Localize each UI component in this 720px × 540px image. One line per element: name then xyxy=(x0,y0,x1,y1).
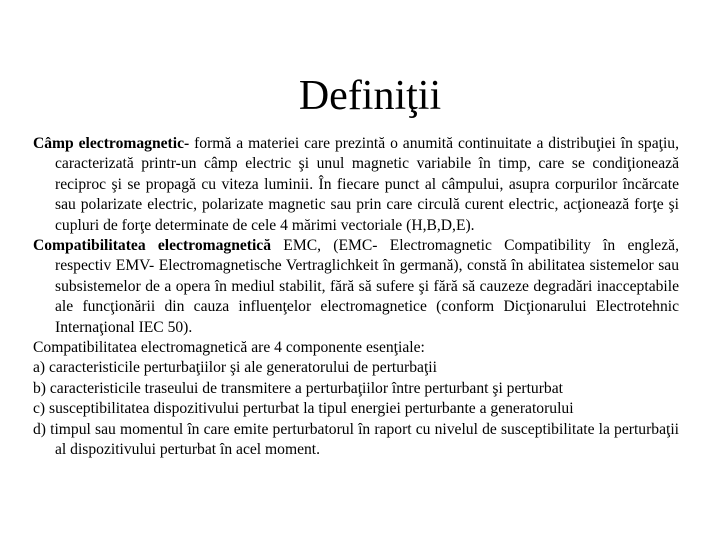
slide-title xyxy=(0,68,720,124)
component-item: b) caracteristicile traseului de transmitere a perturbaţiilor între perturbant şi perturbat xyxy=(33,379,563,397)
definition-emc xyxy=(33,236,679,338)
component-item: c) susceptibilitatea dispozitivului perturbat la tipul energiei perturbante a generatorului xyxy=(33,400,574,418)
component-item: a) caracteristicile perturbaţiilor şi ale generatorului de perturbaţii xyxy=(33,359,437,377)
components-intro: Compatibilitatea electromagnetică are 4 componente esenţiale: xyxy=(33,339,425,357)
definition-text: formă a materiei care prezintă o anumită continuitate a distribuţiei în spaţiu, caracterizată printr-un câmp electric şi unul magnetic variabile în timp, care se condiţionează reciproc şi se propagă cu viteza luminii. În fiecare punct al câmpului, asupra corpurilor încărcate sau polarizate electric, polarizate magnetic sau prin care circulă curent electric, acţionează forţe şi cupluri de forţe determinate de cele 4 mărimi vectoriale (H,B,D,E). xyxy=(55,135,679,234)
definition-emfield xyxy=(33,134,679,236)
slide-title-text: Definiţii xyxy=(298,73,442,119)
component-item: d) timpul sau momentul în care emite perturbatorul în raport cu nivelul de susceptibilitate la perturbaţii al dispozitivului perturbat în acel moment. xyxy=(33,420,679,459)
definition-text: EMC, (EMC- Electromagnetic Compatibility în engleză, respectiv EMV- Electromagnetische Vertraglichkeit în germană), constă în abilitatea sistemelor sau subsistemelor de a opera în mediul stabilit, fără să sufere şi fără să cauzeze degradări inacceptabile ale funcţionării din cauza influenţelor electromagnetice (conform Dicţionarului Electrotehnic Internaţional IEC 50). xyxy=(55,237,679,336)
slide-body xyxy=(33,134,679,461)
definition-term: Câmp electromagnetic- xyxy=(33,135,190,152)
definition-term: Compatibilitatea electromagnetică xyxy=(33,237,272,255)
